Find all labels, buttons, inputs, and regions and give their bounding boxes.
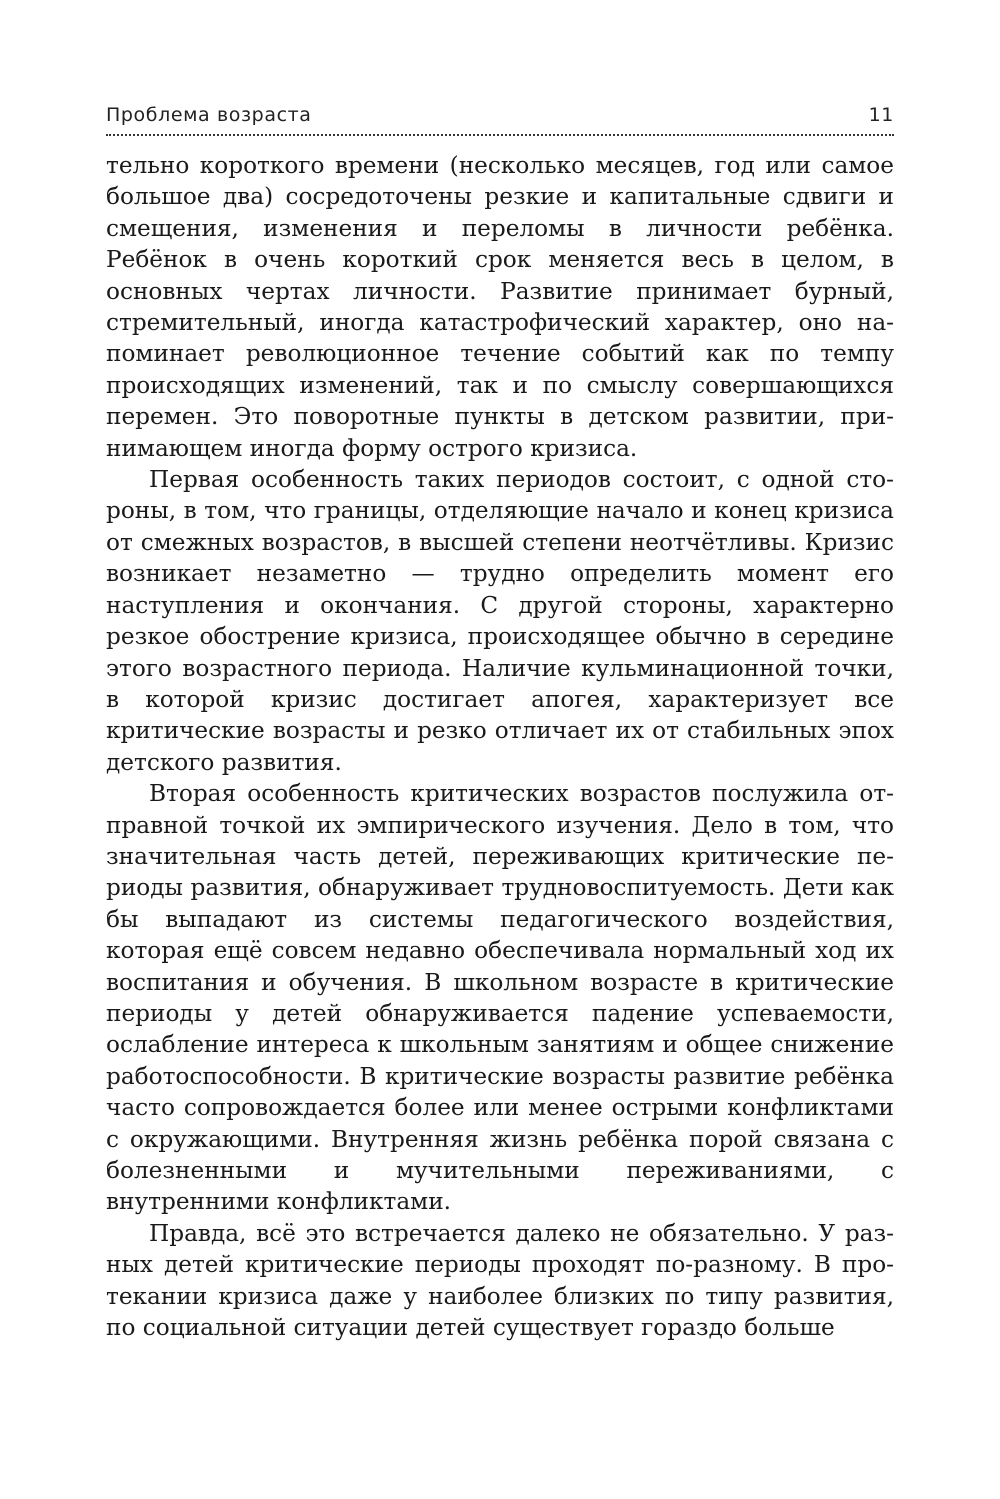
paragraph-continuation: тельно короткого времени (несколько месяцев, год или самое большое два) сосредоточены резкие и капитальные сдвиги и смещения, изменения и переломы в личности ребёнка. Ребёнок в очень короткий срок меняется весь в целом, в основных чертах личности. Развитие принимает бурный, стремительный, иногда катастрофический характер, оно напоминает революционное течение событий как по темпу происходящих изменений, так и по смыслу совершающихся перемен. Это поворотные пункты в детском развитии, принимающем иногда форму острого кризиса. [106,152,894,462]
paragraph: Первая особенность таких периодов состоит, с одной стороны, в том, что границы, отделяющие начало и конец кризиса от смежных возрастов, в высшей степени неотчётливы. Кризис возникает незаметно — трудно определить момент его наступления и окончания. С другой стороны, характерно резкое обострение кризиса, происходящее обычно в середине этого возрастного периода. Наличие кульминационной точки, в которой кризис достигает апогея, характеризует все критические возрасты и резко отличает их от стабильных эпох детского развития. [106,466,894,776]
running-title: Проблема возраста [106,104,312,126]
body-text [106,150,894,1343]
paragraph: Правда, всё это встречается далеко не обязательно. У разных детей критические периоды проходят по-разному. В протекании кризиса даже у наиболее близких по типу развития, по социальной ситуации детей существует гораздо больше [106,1219,894,1342]
paragraph: Вторая особенность критических возрастов послужила отправной точкой их эмпирического изучения. Дело в том, что значительная часть детей, переживающих критические периоды развития, обнаруживает трудновоспитуемость. Дети как бы выпадают из системы педагогического воздействия, которая ещё совсем недавно обеспечивала нормальный ход их воспитания и обучения. В школьном возрасте в критические периоды у детей обнаруживается падение успеваемости, ослабление интереса к школьным занятиям и общее снижение работоспособности. В критические возрасты развитие ребёнка часто сопровождается более или менее острыми конфликтами с окружающими. Внутренняя жизнь ребёнка порой связана с болезненными и мучительными переживаниями, с внутренними конфликтами. [106,780,894,1216]
page-number: 11 [868,104,894,126]
running-header [106,100,894,136]
